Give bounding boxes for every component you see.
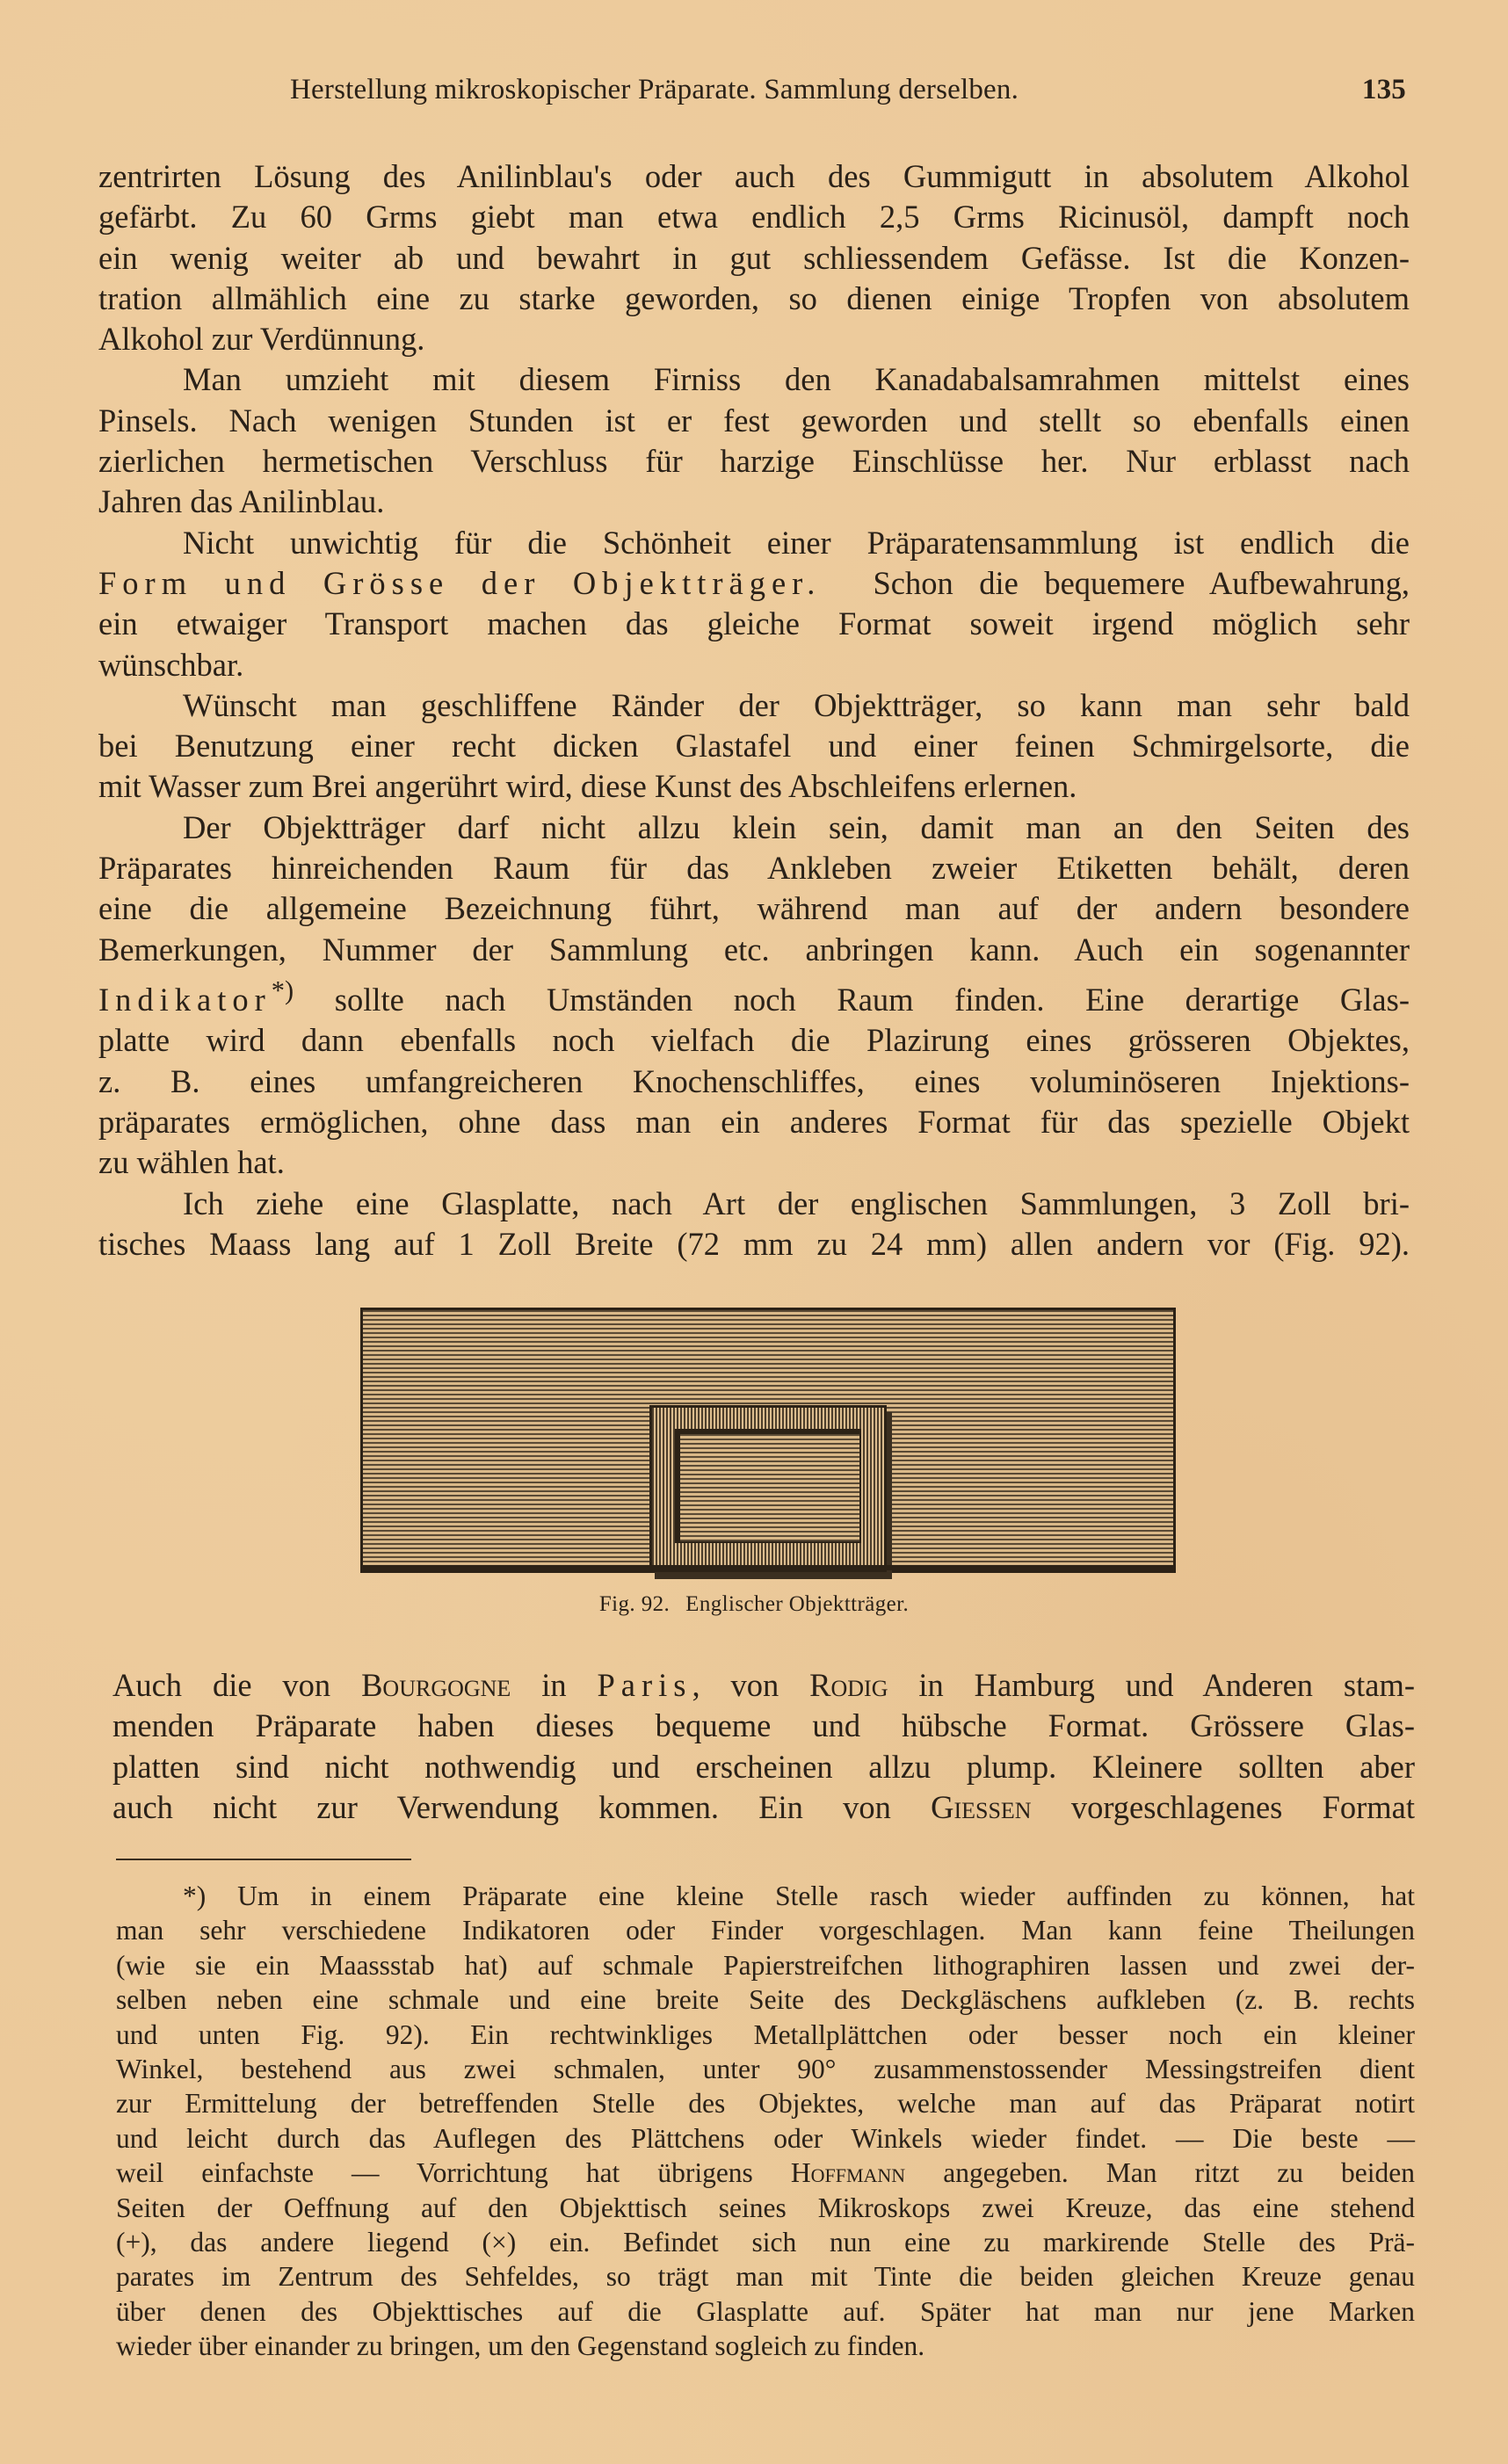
paragraph-5 <box>98 808 1410 1184</box>
text-line: Der Objektträger darf nicht allzu klein sein, damit man an den Seiten des <box>183 808 1410 845</box>
footnote-line: parates im Zentrum des Sehfeldes, so trägt man mit Tinte die beiden gleichen Kreuze genau <box>116 2261 1415 2293</box>
footnote-line: man sehr verschiedene Indikatoren oder Finder vorgeschlagen. Man kann feine Theilungen <box>116 1915 1415 1946</box>
main-text-block <box>98 156 1410 1265</box>
text-line: präparates ermöglichen, ohne dass man ein anderes Format für das spezielle Objekt <box>98 1103 1410 1140</box>
text-line: wünschbar. <box>98 646 244 683</box>
footnote-line: Winkel, bestehend aus zwei schmalen, unter 90° zusammenstossender Messingstreifen dient <box>116 2054 1415 2085</box>
spaced-emphasis: Paris <box>597 1667 692 1703</box>
text-line: zierlichen hermetischen Verschluss für harzige Einschlüsse her. Nur erblasst nach <box>98 443 1410 480</box>
proper-name: Giessen <box>931 1788 1032 1825</box>
paragraph-3 <box>98 523 1410 685</box>
text-line: Jahren das Anilinblau. <box>98 483 385 520</box>
running-title: Herstellung mikroskopischer Präparate. Sammlung derselben. <box>290 74 1019 105</box>
text-line: Form und Grösse der Objektträger. Schon die bequemere Aufbewahrung, <box>98 564 1410 601</box>
footnote-line: *) Um in einem Präparate eine kleine Stelle rasch wieder auffinden zu können, hat <box>183 1881 1415 1911</box>
figure-caption-text: Englischer Objektträger. <box>685 1592 910 1616</box>
text-line: ein wenig weiter ab und bewahrt in gut schliessendem Gefässe. Ist die Konzen- <box>98 239 1410 276</box>
paragraph-6 <box>98 1184 1410 1265</box>
footnote-line: weil einfachste — Vorrichtung hat übrigens Hoffmann angegeben. Man ritzt zu beiden <box>116 2157 1416 2189</box>
text-line: bei Benutzung einer recht dicken Glastafel und einer feinen Schmirgelsorte, die <box>98 728 1410 765</box>
text-line: platte wird dann ebenfalls noch vielfach die Plazirung eines grösseren Objektes, <box>98 1022 1410 1059</box>
continued-text-block <box>112 1665 1415 1828</box>
text-line: Ich ziehe eine Glasplatte, nach Art der englischen Sammlungen, 3 Zoll bri- <box>183 1185 1410 1221</box>
paragraph-2 <box>98 359 1410 522</box>
text-line: zentrirten Lösung des Anilinblau's oder auch des Gummigutt in absolutem Alkohol <box>98 158 1410 194</box>
text-line: menden Präparate haben dieses bequeme und hübsche Format. Grössere Glas- <box>112 1707 1415 1744</box>
text-line: platten sind nicht nothwendig und erscheinen allzu plump. Kleinere sollten aber <box>112 1748 1415 1785</box>
footnote-line: zur Ermittelung der betreffenden Stelle des Objektes, welche man auf das Präparat notirt <box>116 2088 1415 2120</box>
text-line: auch nicht zur Verwendung kommen. Ein von Giessen vorgeschlagenes Format <box>112 1788 1416 1825</box>
text-line: zu wählen hat. <box>98 1144 285 1181</box>
figure-92-slide-illustration <box>360 1308 1176 1573</box>
footnote-line: und unten Fig. 92). Ein rechtwinkliges Metallplättchen oder besser noch ein kleiner <box>116 2018 1415 2050</box>
paragraph-1 <box>98 156 1410 359</box>
paragraph-4 <box>98 685 1410 808</box>
text-line: Auch die von Bourgogne in Paris, von Rodig in Hamburg und Anderen stam- <box>112 1667 1416 1703</box>
footnote-line: (+), das andere liegend (×) ein. Befindet sich nun eine zu markirende Stelle des Prä- <box>116 2227 1415 2258</box>
text-line: Nicht unwichtig für die Schönheit einer Präparatensammlung ist endlich die <box>183 524 1410 561</box>
footnote-line: und leicht durch das Auflegen des Plättchens oder Winkels wieder findet. — Die beste — <box>116 2122 1415 2154</box>
page-number: 135 <box>1361 74 1406 105</box>
footnote-line: über denen des Objekttisches auf die Glasplatte auf. Später hat man nur jene Marken <box>116 2295 1415 2327</box>
spaced-emphasis: Indikator <box>98 982 272 1018</box>
proper-name: Bourgogne <box>361 1667 511 1703</box>
text-line: eine die allgemeine Bezeichnung führt, während man auf der andern besondere <box>98 890 1410 927</box>
running-head <box>290 74 1406 118</box>
proper-name: Hoffmann <box>790 2157 906 2189</box>
text-line: tration allmählich eine zu starke geworden, so dienen einige Tropfen von absolutem <box>98 279 1410 316</box>
text-line: Alkohol zur Verdünnung. <box>98 321 425 358</box>
footnote-divider <box>116 1859 411 1860</box>
footnote-line: (wie sie ein Maassstab hat) auf schmale Papierstreifchen lithographiren lassen und zwei der- <box>116 1949 1415 1981</box>
text-line: Indikator*) sollte nach Umständen noch Raum finden. Eine derartige Glas- <box>98 975 1410 1018</box>
footnote <box>116 1879 1415 2364</box>
figure-number: Fig. 92. <box>598 1592 671 1616</box>
footnote-line: selben neben eine schmale und eine breite Seite des Deckgläschens aufkleben (z. B. rechts <box>116 1984 1415 2016</box>
text-line: Bemerkungen, Nummer der Sammlung etc. anbringen kann. Auch ein sogenannter <box>98 931 1410 967</box>
text-line: mit Wasser zum Brei angerührt wird, diese Kunst des Abschleifens erlernen. <box>98 768 1077 805</box>
footnote-line: wieder über einander zu bringen, um den Gegenstand sogleich zu finden. <box>116 2330 925 2362</box>
text-line: Präparates hinreichenden Raum für das Ankleben zweier Etiketten behält, deren <box>98 850 1410 887</box>
text-line: z. B. eines umfangreicheren Knochenschliffes, eines voluminöseren Injektions- <box>98 1062 1410 1099</box>
footnote-marker[interactable]: *) <box>271 975 294 1005</box>
text-line: ein etwaiger Transport machen das gleiche Format soweit irgend möglich sehr <box>98 605 1410 642</box>
cover-glass-inner <box>675 1429 861 1543</box>
text-line: Man umzieht mit diesem Firniss den Kanadabalsamrahmen mittelst eines <box>183 361 1410 398</box>
cover-glass-frame <box>649 1405 887 1572</box>
footnote-line: Seiten der Oeffnung auf den Objekttisch seines Mikroskops zwei Kreuze, das eine stehend <box>116 2192 1415 2223</box>
figure-caption <box>0 1592 1508 1617</box>
text-line: gefärbt. Zu 60 Grms giebt man etwa endlich 2,5 Grms Ricinusöl, dampft noch <box>98 199 1410 236</box>
text-line: Pinsels. Nach wenigen Stunden ist er fest geworden und stellt so ebenfalls einen <box>98 402 1410 438</box>
spaced-emphasis: Form und Grösse der Objektträger. <box>98 564 822 601</box>
text-line: Wünscht man geschliffene Ränder der Objektträger, so kann man sehr bald <box>183 686 1410 723</box>
text-line: tisches Maass lang auf 1 Zoll Breite (72 mm zu 24 mm) allen andern vor (Fig. 92). <box>98 1225 1410 1262</box>
proper-name: Rodig <box>809 1667 888 1703</box>
